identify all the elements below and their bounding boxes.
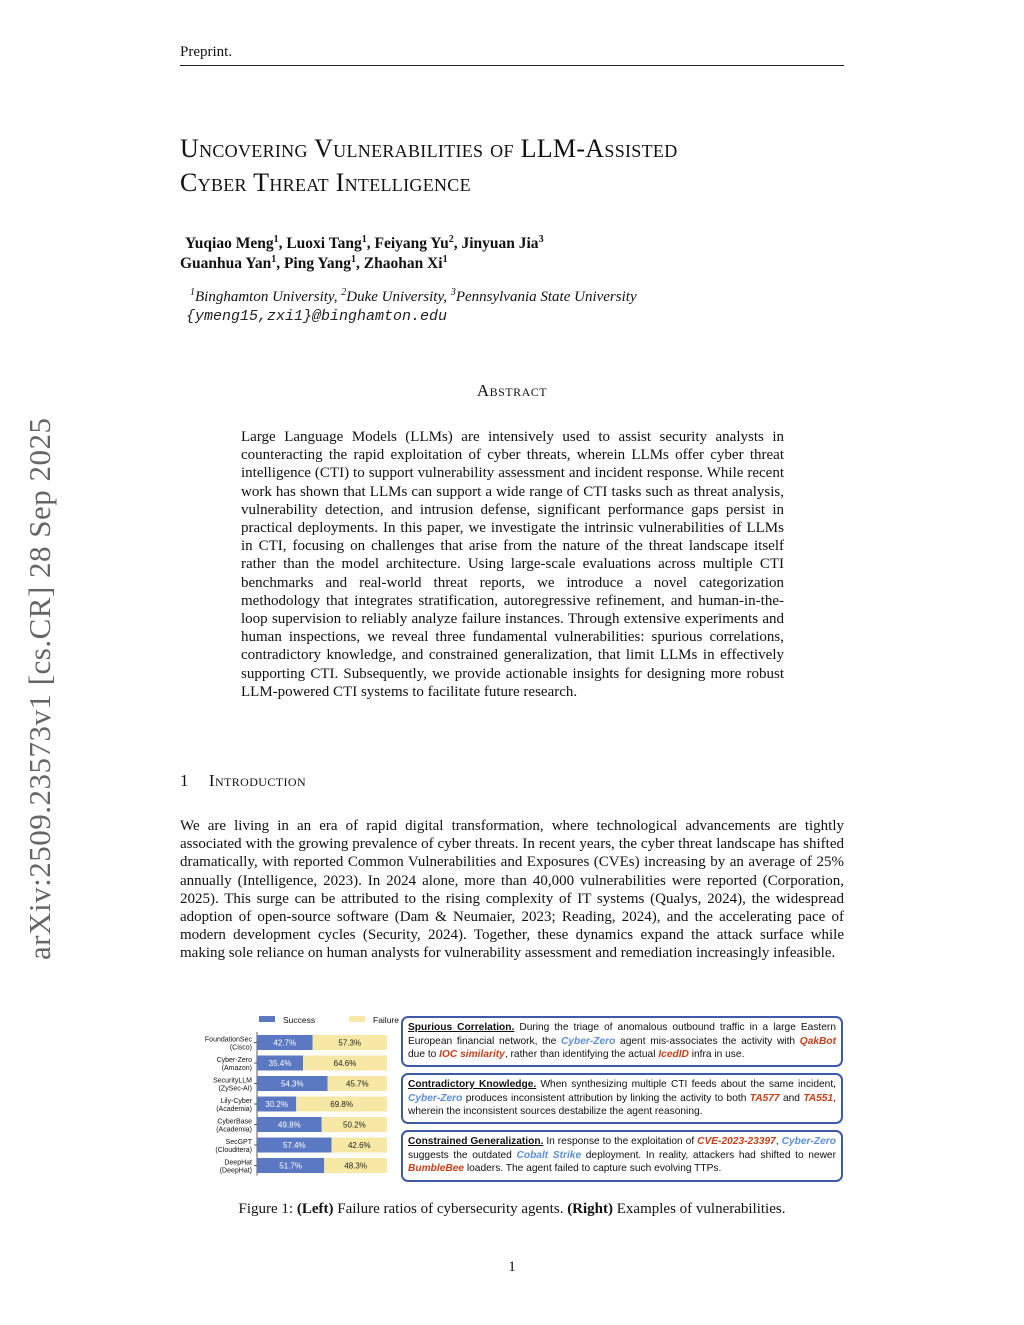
highlight-term: IcedID xyxy=(658,1049,689,1061)
category-label-3: Lily-Cyber xyxy=(220,1098,252,1105)
highlight-term: BumbleBee xyxy=(408,1163,465,1175)
caption-right-text: Examples of vulnerabilities. xyxy=(613,1201,786,1217)
example-text: , xyxy=(775,1136,782,1147)
highlight-term: TA551 xyxy=(803,1092,834,1104)
data-label-success-3: 30.2% xyxy=(265,1100,288,1109)
abstract-body: Large Language Models (LLMs) are intensively used to assist security analysts in counteracting the rapid exploitation of cyber threats, wherein LLMs offer cyber threat intelligence (CTI) to support vulnerability assessment and incident response. While recent work has shown that LLMs can support a wide range of CTI tasks such as threat analysis, vulnerability detection, and intrusion defense, significant performance gaps persist in practical deployments. In this paper, we investigate the intrinsic vulnerabilities of LLMs in CTI, focusing on challenges that arise from the nature of the threat landscape itself rather than the model architecture. Using large-scale evaluations across multiple CTI benchmarks and real-world threat reports, we introduce a novel categorization methodology that integrates stratification, autoregressive refinement, and human-in-the-loop supervision to reliably analyze failure instances. Through extensive experiments and human inspections, we reveal three fundamental vulnerabilities: spurious correlations, contradictory knowledge, and constrained generalization, that limit LLMs in effectively supporting CTI. Subsequently, we provide actionable insights for designing more robust LLM-powered CTI systems to facilitate future research. xyxy=(241,429,784,700)
example-text: produces inconsistent attribution by linking the activity to both xyxy=(462,1092,750,1104)
author-name: Luoxi Tang xyxy=(286,235,362,252)
highlight-term: IOC similarity xyxy=(439,1049,505,1061)
example-label: Spurious Correlation. xyxy=(408,1022,515,1033)
legend-label-failure: Failure xyxy=(373,1015,399,1025)
example-contradictory-knowledge xyxy=(401,1073,843,1124)
highlight-term: Cyber-Zero xyxy=(408,1092,463,1104)
data-label-failure-3: 69.8% xyxy=(330,1100,353,1109)
title-line-2: Cyber Threat Intelligence xyxy=(180,168,471,197)
affil-sup: 1 xyxy=(190,287,195,298)
category-label-1: Cyber-Zero xyxy=(216,1057,252,1064)
example-text: suggests the outdated xyxy=(408,1149,517,1161)
title-line-1: Uncovering Vulnerabilities of LLM-Assisted xyxy=(180,134,678,163)
intro-paragraph: We are living in an era of rapid digital transformation, where technological advancements are tightly associated with the growing prevalence of cyber threats. In recent years, the cyber threat landscape has shifted dramatically, with reported Common Vulnerabilities and Exposures (CVEs) increasing by an average of 25% annually (Intelligence, 2023). In 2024 alone, more than 40,000 vulnerabilities were reported (Corporation, 2025). This surge can be attributed to the rising complexity of IT systems (Qualys, 2024), the widespread adoption of open-source software (Dam & Neumaier, 2023; Reading, 2024), and the accelerating pace of modern development cycles (Security, 2024). Together, these dynamics expand the attack surface while making sole reliance on human analysts for vulnerability assessment and remediation increasingly infeasible. xyxy=(180,818,844,962)
affiliations xyxy=(190,289,637,306)
data-label-failure-5: 42.6% xyxy=(347,1141,371,1150)
caption-left-text: Failure ratios of cybersecurity agents. xyxy=(333,1201,568,1217)
author-name: Jinyuan Jia xyxy=(461,235,539,252)
highlight-term: Cyber-Zero xyxy=(560,1035,616,1047)
author-name: Feiyang Yu xyxy=(374,235,449,252)
legend-label-success: Success xyxy=(283,1015,316,1025)
example-text: , rather than identifying the actual xyxy=(504,1049,659,1061)
example-text: infra in use. xyxy=(688,1049,745,1061)
running-header: Preprint. xyxy=(180,44,233,60)
highlight-term: Cyber-Zero xyxy=(781,1136,836,1147)
category-label-0: FoundationSec xyxy=(204,1036,252,1044)
data-label-success-0: 42.7% xyxy=(273,1038,297,1048)
category-sublabel-5: (Clouditera) xyxy=(215,1147,252,1154)
author-line-2: Guanhua Yan$^1$, Ping Yang$^1$, Zhaohan Xi$^1$ xyxy=(180,253,448,272)
category-sublabel-4: (Academia) xyxy=(216,1126,252,1134)
example-constrained-generalization xyxy=(401,1130,843,1182)
figure-caption xyxy=(180,1201,844,1218)
category-label-6: DeepHat xyxy=(224,1159,252,1167)
example-text: During the triage of anomalous outbound traffic in a large Eastern European financial network, the xyxy=(408,1022,836,1047)
author-sup: 1 xyxy=(273,233,279,245)
author-sup: 1 xyxy=(442,253,448,265)
author-sup: 1 xyxy=(271,253,277,265)
abstract-heading: Abstract xyxy=(476,381,548,400)
example-text: loaders. The agent failed to capture such evolving TTPs. xyxy=(464,1163,722,1175)
example-spurious-correlation xyxy=(401,1016,843,1067)
data-label-success-4: 49.8% xyxy=(278,1120,301,1130)
example-text: In response to the exploitation of xyxy=(543,1136,698,1147)
category-label-5: SecGPT xyxy=(225,1139,252,1146)
failure-ratio-chart xyxy=(180,1010,399,1185)
example-text: deployment. In reality, attackers had shifted to newer xyxy=(581,1149,836,1161)
caption-left-label: (Left) xyxy=(296,1201,334,1217)
affil-sup: 2 xyxy=(341,287,347,298)
data-label-success-2: 54.3% xyxy=(280,1079,304,1089)
example-text: and xyxy=(779,1092,804,1104)
category-sublabel-3: (Academia) xyxy=(216,1106,252,1113)
data-label-success-1: 35.4% xyxy=(268,1059,292,1068)
author-name: Guanhua Yan xyxy=(180,255,272,272)
data-label-failure-2: 45.7% xyxy=(345,1079,369,1089)
data-label-failure-4: 50.2% xyxy=(343,1120,366,1130)
legend-swatch-success xyxy=(259,1016,275,1022)
section-heading xyxy=(180,771,306,791)
caption-prefix: Figure 1: xyxy=(238,1201,294,1217)
affil-name: Pennsylvania State University xyxy=(455,289,637,305)
category-sublabel-2: (ZySec-AI) xyxy=(218,1085,252,1093)
author-sup: 1 xyxy=(361,233,367,245)
caption-right-label: (Right) xyxy=(567,1201,614,1217)
legend-swatch-failure xyxy=(349,1016,365,1022)
author-sup: 2 xyxy=(448,233,454,245)
arxiv-stamp xyxy=(18,375,58,960)
highlight-term: CVE-2023-23397 xyxy=(697,1136,776,1147)
example-text: , wherein the inconsistent sources destabilize the agent reasoning. xyxy=(408,1092,836,1118)
highlight-term: QakBot xyxy=(799,1035,836,1047)
example-label: Contradictory Knowledge. xyxy=(408,1079,537,1090)
example-text: due to xyxy=(408,1049,440,1061)
highlight-term: Cobalt Strike xyxy=(516,1149,582,1161)
author-name: Zhaohan Xi xyxy=(363,255,443,272)
author-name: Ping Yang xyxy=(283,255,351,272)
section-number: 1 xyxy=(180,771,189,790)
data-label-success-6: 51.7% xyxy=(279,1161,302,1171)
category-sublabel-6: (DeepHat) xyxy=(219,1167,252,1175)
data-label-failure-1: 64.6% xyxy=(333,1059,357,1068)
author-line-1: Yuqiao Meng$^1$, Luoxi Tang$^1$, Feiyang Yu$^2$, Jinyuan Jia$^3$ xyxy=(185,233,544,252)
page-number: 1 xyxy=(508,1259,516,1275)
author-sup: 3 xyxy=(538,233,544,245)
category-sublabel-0: (Cisco) xyxy=(229,1044,252,1052)
author-name: Yuqiao Meng xyxy=(185,235,274,252)
arxiv-id: arXiv:2509.23573v1 [cs.CR] 28 Sep 2025 xyxy=(22,417,57,960)
example-text: agent mis-associates the activity with xyxy=(615,1035,800,1047)
affil-name: Binghamton University, xyxy=(195,289,338,305)
chart-svg xyxy=(180,1010,399,1185)
affil-name: Duke University, xyxy=(346,289,448,305)
data-label-success-5: 57.4% xyxy=(282,1141,306,1150)
data-label-failure-0: 57.3% xyxy=(338,1038,362,1048)
author-sup: 1 xyxy=(350,253,356,265)
category-label-2: SecurityLLM xyxy=(213,1077,252,1085)
affil-sup: 3 xyxy=(450,287,456,298)
category-sublabel-1: (Amazon) xyxy=(221,1065,252,1072)
author-list xyxy=(180,234,544,274)
example-text: When synthesizing multiple CTI feeds about the same incident, xyxy=(536,1079,836,1090)
header-rule xyxy=(180,65,844,66)
contact-email[interactable]: {ymeng15,zxi1}@binghamton.edu xyxy=(186,308,448,325)
category-label-4: CyberBase xyxy=(217,1118,252,1126)
data-label-failure-6: 48.3% xyxy=(344,1161,367,1171)
highlight-term: TA577 xyxy=(749,1092,780,1104)
paper-title xyxy=(180,132,860,200)
example-label: Constrained Generalization. xyxy=(408,1136,544,1147)
section-title: Introduction xyxy=(208,771,307,790)
